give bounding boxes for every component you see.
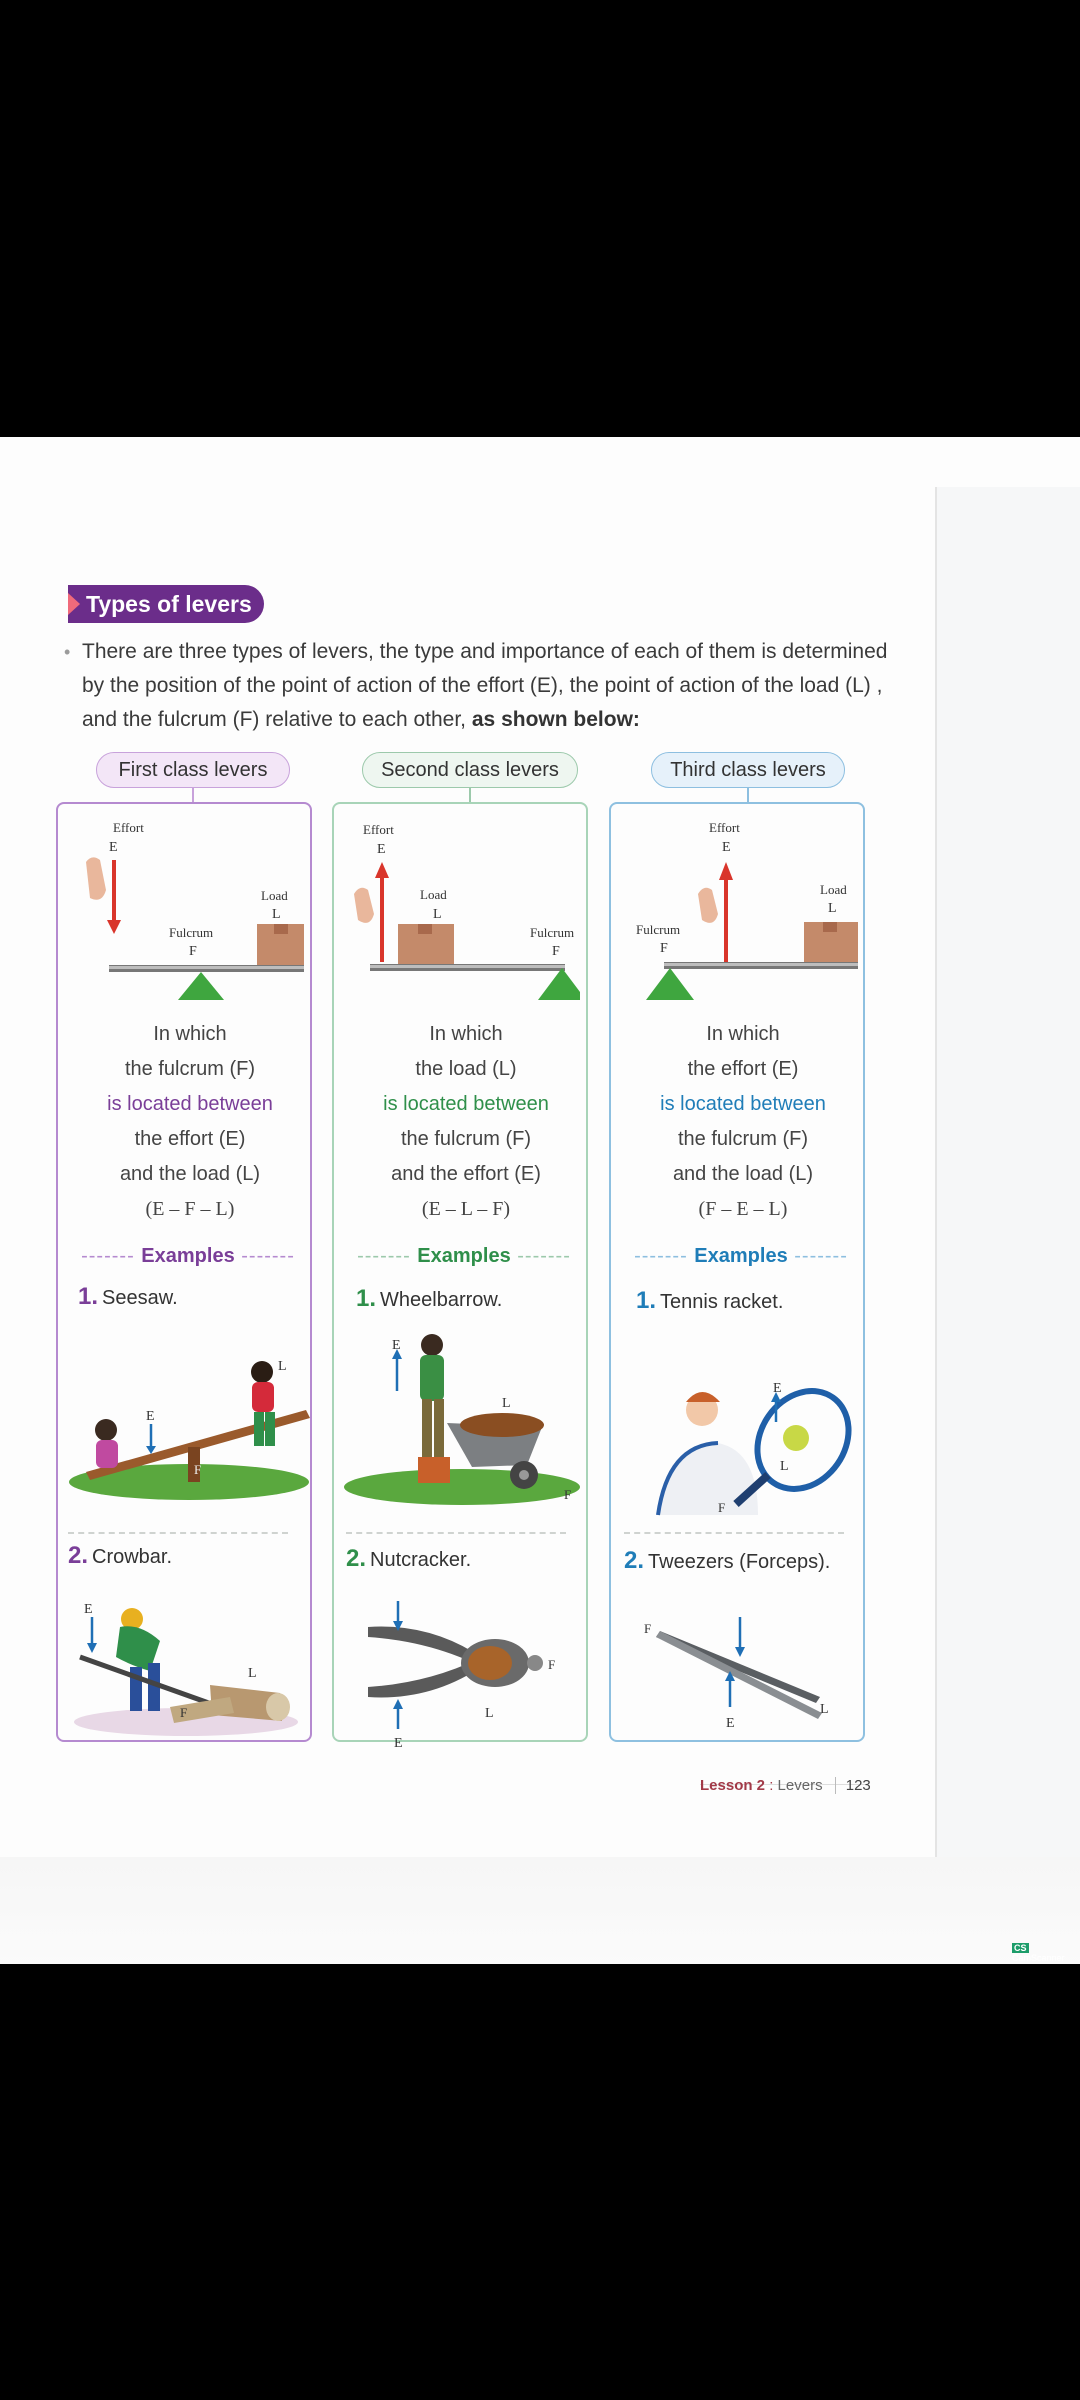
effort-arrowhead [375, 862, 389, 878]
examples-heading: ------- Examples ------- [357, 1245, 571, 1267]
svg-text:F: F [194, 1462, 202, 1477]
svg-text:E: E [84, 1602, 93, 1617]
load-label: Load [820, 882, 847, 897]
effort-symbol: E [722, 840, 731, 855]
footer-lesson: Lesson 2 [700, 1777, 766, 1794]
page-margin [937, 487, 1080, 1917]
third-class-lever-diagram [618, 812, 858, 1002]
fulcrum-label: Fulcrum [169, 925, 214, 940]
example-crowbar: 2. Crowbar. [68, 1542, 173, 1569]
camscanner-watermark: CSCamScanner [1012, 1943, 1065, 1963]
tab-connector [747, 788, 749, 802]
fulcrum-symbol: F [189, 944, 197, 959]
examples-heading: ------- Examples ------- [634, 1245, 848, 1267]
camscanner-logo-icon: CS [1014, 1943, 1027, 1953]
divider [624, 1532, 844, 1534]
svg-text:F: F [180, 1705, 188, 1720]
fulcrum-label: Fulcrum [530, 925, 575, 940]
hand-icon [698, 888, 718, 923]
svg-text:F: F [548, 1657, 556, 1672]
svg-text:L: L [502, 1396, 511, 1411]
load-symbol: L [828, 901, 837, 916]
first-class-description: In which the fulcrum (F) is located between the effort (E) and the load (L) (E – F – L) [107, 1023, 273, 1220]
svg-text:L: L [780, 1459, 789, 1474]
tab-connector [469, 788, 471, 802]
example-tweezers: 2. Tweezers (Forceps). [624, 1547, 831, 1574]
effort-arrowhead [719, 862, 733, 880]
svg-text:L: L [278, 1359, 287, 1374]
first-class-title: First class levers [96, 752, 290, 788]
svg-text:E: E [773, 1381, 782, 1396]
intro-paragraph [64, 635, 894, 737]
effort-symbol: E [377, 842, 386, 857]
load-label: Load [261, 888, 288, 903]
divider [346, 1532, 566, 1534]
second-class-lever-diagram [340, 812, 580, 1002]
title-arrow-icon [68, 593, 80, 615]
svg-text:E: E [146, 1409, 155, 1424]
load-box-icon [804, 922, 858, 964]
load-box-icon [398, 924, 454, 964]
seesaw-illustration [66, 1352, 312, 1502]
svg-text:L: L [248, 1666, 257, 1681]
tweezers-illustration [640, 1617, 840, 1737]
nutcracker-illustration [350, 1597, 570, 1752]
svg-text:F: F [564, 1487, 572, 1502]
example-wheelbarrow: 1. Wheelbarrow. [356, 1285, 503, 1312]
effort-symbol: E [109, 840, 118, 855]
section-title: Types of levers [68, 585, 264, 623]
fulcrum-symbol: F [660, 941, 668, 956]
svg-text:E: E [392, 1338, 401, 1353]
intro-text: There are three types of levers, the type and importance of each of them is determined by the position of the point of action of the effort (E), the point of action of the load (L) , and the fulcrum (F) relative to each other, [82, 640, 888, 731]
third-class-title: Third class levers [651, 752, 845, 788]
crowbar-illustration [70, 1597, 302, 1737]
effort-label: Effort [363, 822, 394, 837]
svg-text:F: F [644, 1621, 652, 1636]
page-number: 123 [835, 1777, 871, 1794]
hand-icon [86, 857, 106, 899]
page-edge [935, 487, 937, 1867]
svg-text:L: L [485, 1706, 494, 1721]
intro-bold: as shown below: [471, 708, 640, 731]
page-bottom [0, 1857, 1080, 1964]
hand-icon [354, 888, 374, 923]
fulcrum-triangle-icon [538, 968, 580, 1000]
tennis-racket-illustration [618, 1380, 862, 1520]
first-class-lever-diagram [64, 812, 304, 1002]
effort-label: Effort [709, 820, 740, 835]
fulcrum-label: Fulcrum [636, 922, 681, 937]
effort-label: Effort [113, 820, 144, 835]
load-box-icon [257, 924, 304, 966]
effort-arrowhead [107, 920, 121, 934]
svg-text:E: E [394, 1736, 403, 1751]
page-footer: Lesson 2 : Levers 123 [700, 1777, 871, 1794]
bullet-icon: • [64, 642, 71, 662]
examples-heading: ------- Examples ------- [81, 1245, 295, 1267]
fulcrum-triangle-icon [178, 972, 224, 1000]
svg-text:E: E [726, 1716, 735, 1731]
third-class-description: In which the effort (E) is located between the fulcrum (F) and the load (L) (F – E – L) [660, 1023, 826, 1220]
load-label: Load [420, 887, 447, 902]
svg-text:L: L [820, 1702, 829, 1717]
textbook-page [0, 437, 1080, 1964]
footer-topic: Levers [777, 1777, 823, 1794]
divider [68, 1532, 288, 1534]
svg-text:F: F [718, 1500, 726, 1515]
second-class-description: In which the load (L) is located between the fulcrum (F) and the effort (E) (E – L – F) [383, 1023, 549, 1220]
second-class-title: Second class levers [362, 752, 578, 788]
wheelbarrow-illustration [342, 1327, 586, 1507]
example-seesaw: 1. Seesaw. [78, 1283, 178, 1310]
tab-connector [192, 788, 194, 802]
load-symbol: L [272, 907, 281, 922]
fulcrum-triangle-icon [646, 968, 694, 1000]
load-symbol: L [433, 907, 442, 922]
example-nutcracker: 2. Nutcracker. [346, 1545, 472, 1572]
fulcrum-symbol: F [552, 944, 560, 959]
example-tennis-racket: 1. Tennis racket. [636, 1287, 784, 1314]
